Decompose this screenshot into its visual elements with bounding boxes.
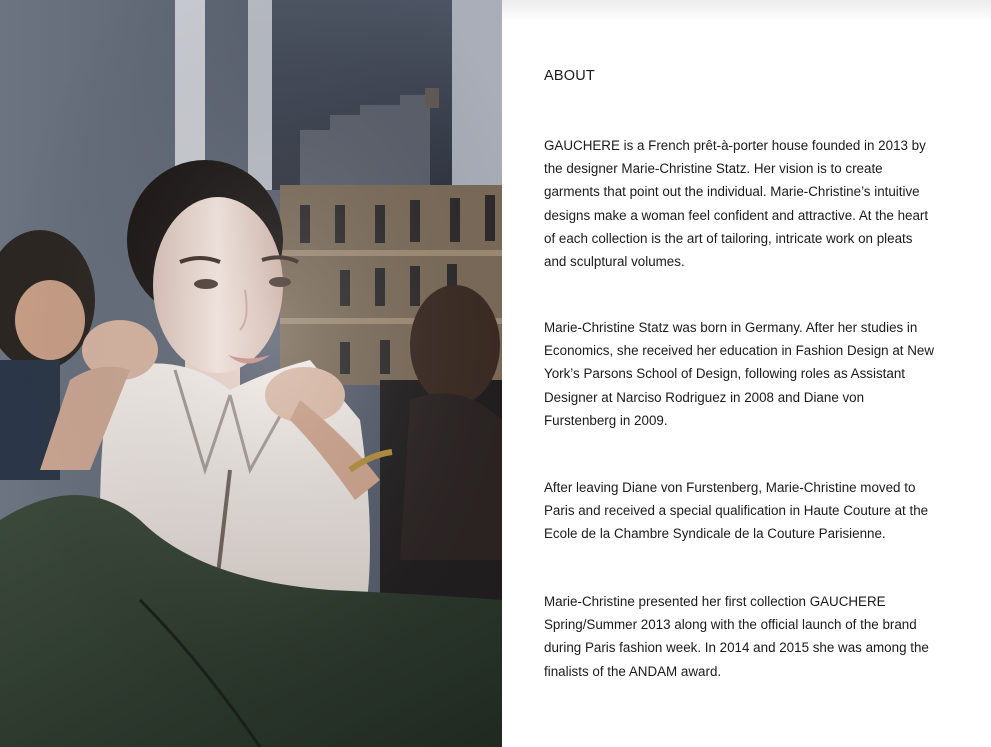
paragraph-line: garments that point out the individual. Marie-Christine’s intuitive	[544, 184, 920, 200]
paragraph-line: of each collection is the art of tailoring, intricate work on pleats	[544, 230, 913, 246]
about-paragraph-1	[544, 134, 974, 273]
paragraph-line: designs make a woman feel confident and attractive. At the heart	[544, 207, 929, 223]
top-shade	[502, 0, 991, 22]
about-section	[502, 0, 991, 747]
paragraph-line: GAUCHERE is a French prêt-à-porter house founded in 2013 by	[544, 138, 926, 153]
paragraph-line: York’s Parsons School of Design, following roles as Assistant	[544, 366, 905, 382]
paragraph-line: Economics, she received her education in Fashion Design at New	[544, 343, 935, 359]
paragraph-line: during Paris fashion week. In 2014 and 2015 she was among the	[544, 640, 929, 656]
about-paragraph-3	[544, 476, 974, 546]
paragraph-line: Paris and received a special qualification in Haute Couture at the	[544, 503, 929, 519]
about-paragraph-4	[544, 590, 974, 683]
paragraph-line: the designer Marie-Christine Statz. Her vision is to create	[544, 161, 883, 177]
paragraph-line: Spring/Summer 2013 along with the official launch of the brand	[544, 617, 917, 633]
about-paragraph-2	[544, 316, 974, 432]
paragraph-line: and sculptural volumes.	[544, 254, 685, 270]
paragraph-line: Marie-Christine presented her first collection GAUCHERE	[544, 594, 886, 609]
paragraph-line: After leaving Diane von Furstenberg, Marie-Christine moved to	[544, 480, 916, 495]
about-heading: ABOUT	[544, 68, 595, 84]
paragraph-line: Marie-Christine Statz was born in Germany. After her studies in	[544, 320, 918, 335]
paragraph-line: Furstenberg in 2009.	[544, 412, 668, 428]
paragraph-line: finalists of the ANDAM award.	[544, 663, 722, 679]
paragraph-line: Ecole de la Chambre Syndicale de la Couture Parisienne.	[544, 526, 886, 542]
paragraph-line: Designer at Narciso Rodriguez in 2008 and Diane von	[544, 389, 865, 405]
